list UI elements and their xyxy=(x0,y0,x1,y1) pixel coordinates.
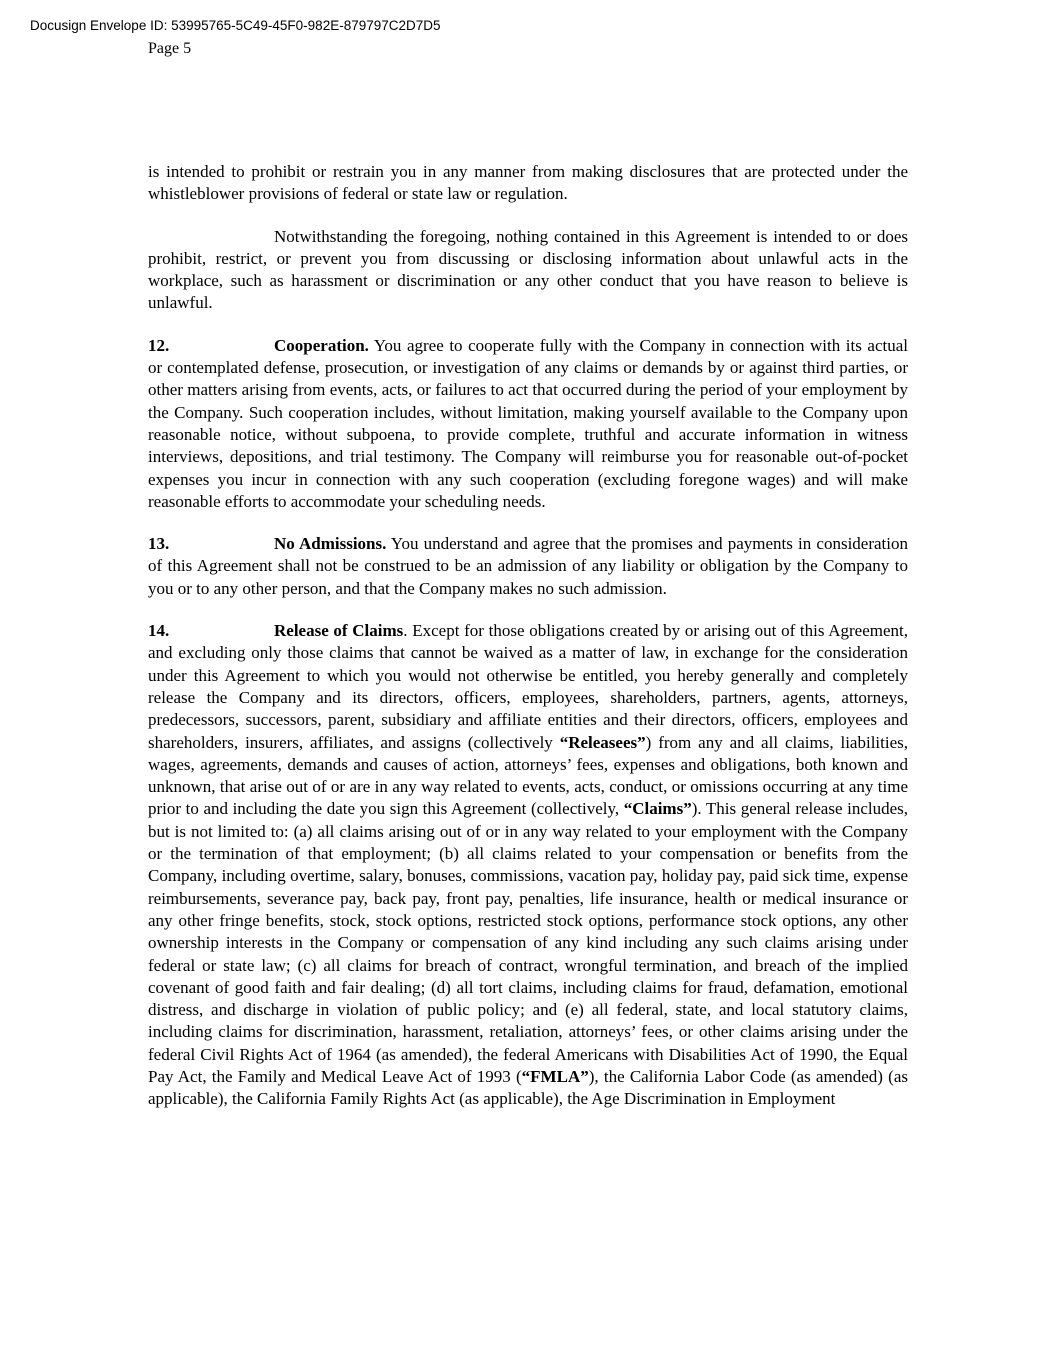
section-13-number: 13. xyxy=(148,534,170,554)
defined-term-fmla: “FMLA” xyxy=(521,1066,589,1086)
section-12-cooperation xyxy=(148,335,908,513)
paragraph-whistleblower-continuation: is intended to prohibit or restrain you in any manner from making disclosures that are protected under the whistleblower provisions of federal or state law or regulation. xyxy=(148,162,908,204)
paragraph-notwithstanding: Notwithstanding the foregoing, nothing contained in this Agreement is intended to or does prohibit, restrict, or prevent you from discussing or disclosing information about unlawful acts in the workplace, such as harassment or discrimination or any other conduct that you have reason to believe is unlawful. xyxy=(148,226,908,313)
docusign-envelope-id: Docusign Envelope ID: 53995765-5C49-45F0-982E-879797C2D7D5 xyxy=(30,18,441,33)
document-body xyxy=(148,161,908,1131)
section-14-text-2: ) from any and all claims, liabilities, wages, agreements, demands and causes of action, attorneys’ fees, expenses and obligations, both known and unknown, that arise out of or are in any way related to events, acts, conduct, or omissions occurring at any time prior to and including the date you sign this Agreement (collectively, xyxy=(148,732,908,819)
section-12-text: You agree to cooperate fully with the Company in connection with its actual or contemplated defense, prosecution, or investigation of any claims or demands by or against third parties, or other matters arising from events, acts, or failures to act that occurred during the period of your employment by the Company. Such cooperation includes, without limitation, making yourself available to the Company upon reasonable notice, without subpoena, to provide complete, truthful and accurate information in witness interviews, depositions, and trial testimony. The Company will reimburse you for reasonable out-of-pocket expenses you incur in connection with any such cooperation (excluding foregone wages) and will make reasonable efforts to accommodate your scheduling needs. xyxy=(148,335,908,511)
page-number-label: Page 5 xyxy=(148,40,192,57)
section-12-heading: Cooperation. xyxy=(274,335,369,355)
section-14-heading: Release of Claims xyxy=(274,621,404,641)
section-13-no-admissions xyxy=(148,533,908,600)
section-12-number: 12. xyxy=(148,335,170,355)
section-14-text-4: ), the California Labor Code (as amended) (as applicable), the California Family Rights Act (as applicable), the Age Discrimination in Employment xyxy=(148,1066,908,1109)
defined-term-claims: “Claims” xyxy=(623,799,692,819)
section-14-number: 14. xyxy=(148,621,170,641)
section-14-text-1: . Except for those obligations created by or arising out of this Agreement, and excluding only those claims that cannot be waived as a matter of law, in exchange for the consideration under this Agreement to which you would not otherwise be entitled, you hereby generally and completely release the Company and its directors, officers, employees, shareholders, partners, agents, attorneys, predecessors, successors, parent, subsidiary and affiliate entities and their directors, officers, employees and shareholders, insurers, affiliates, and assigns (collectively xyxy=(148,621,909,752)
defined-term-releasees: “Releasees” xyxy=(559,732,646,752)
section-13-heading: No Admissions. xyxy=(274,534,387,554)
section-14-release-of-claims xyxy=(148,620,908,1111)
section-13-text: You understand and agree that the promises and payments in consideration of this Agreement shall not be construed to be an admission of any liability or obligation by the Company to you or to any other person, and that the Company makes no such admission. xyxy=(148,534,908,598)
section-14-text-3: ). This general release includes, but is not limited to: (a) all claims arising out of or in any way related to your employment with the Company or the termination of that employment; (b) all claims related to your compensation or benefits from the Company, including overtime, salary, bonuses, commissions, vacation pay, holiday pay, paid sick time, expense reimbursements, severance pay, back pay, front pay, penalties, life insurance, health or medical insurance or any other fringe benefits, stock, stock options, restricted stock options, performance stock options, any other ownership interests in the Company or compensation of any kind including any such claims arising under federal or state law; (c) all claims for breach of contract, wrongful termination, and breach of the implied covenant of good faith and fair dealing; (d) all tort claims, including claims for fraud, defamation, emotional distress, and discharge in violation of public policy; and (e) all federal, state, and local statutory claims, including claims for discrimination, harassment, retaliation, attorneys’ fees, or other claims arising under the federal Civil Rights Act of 1964 (as amended), the federal Americans with Disabilities Act of 1990, the Equal Pay Act, the Family and Medical Leave Act of 1993 ( xyxy=(148,799,908,1086)
